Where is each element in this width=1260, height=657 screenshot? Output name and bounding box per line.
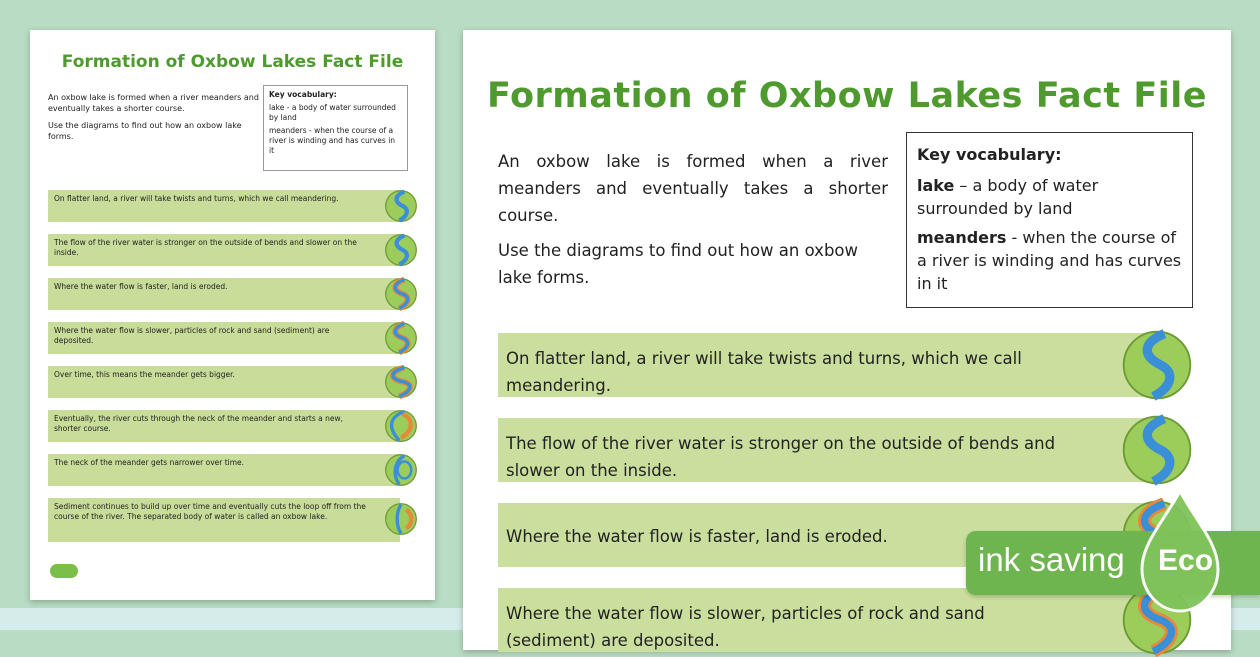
thumbnail-step-text: The flow of the river water is stronger on the outside of bends and slower on the inside. bbox=[54, 238, 357, 257]
thumbnail-step-text: Where the water flow is slower, particles of rock and sand (sediment) are deposited. bbox=[54, 326, 330, 345]
vocab-item-lake bbox=[917, 174, 1182, 220]
step-text: On flatter land, a river will take twists and turns, which we call meandering. bbox=[506, 349, 1022, 395]
river-diagram-icon bbox=[1120, 328, 1194, 402]
thumbnail-vocab-item: meanders - when the course of a river is winding and has curves in it bbox=[269, 126, 396, 155]
thumbnail-step-row bbox=[48, 190, 400, 222]
thumbnail-step-row bbox=[48, 278, 400, 310]
step-text: The flow of the river water is stronger on the outside of bends and slower on the inside. bbox=[506, 434, 1056, 480]
step-row bbox=[498, 418, 1154, 482]
publisher-logo bbox=[50, 564, 78, 578]
step-text: Where the water flow is faster, land is eroded. bbox=[506, 527, 888, 546]
river-diagram-icon bbox=[384, 409, 418, 443]
step-row bbox=[498, 333, 1154, 397]
thumbnail-step-row bbox=[48, 234, 400, 266]
vocab-definition: - when the course of a river is winding and has curves in it bbox=[917, 228, 1182, 293]
thumbnail-step-row bbox=[48, 410, 400, 442]
page-thumbnail bbox=[30, 30, 435, 600]
page-title: Formation of Oxbow Lakes Fact File bbox=[487, 76, 1207, 116]
thumbnail-step-row bbox=[48, 454, 400, 486]
thumbnail-step-text: Sediment continues to build up over time and eventually cuts the loop off from the course of the river. The separated body of water is called an oxbow lake. bbox=[54, 502, 366, 521]
thumbnail-step-row bbox=[48, 322, 400, 354]
intro-paragraph: An oxbow lake is formed when a river meanders and eventually takes a shorter course. bbox=[498, 152, 888, 225]
step-row bbox=[498, 588, 1154, 652]
vocab-item-meanders bbox=[917, 226, 1182, 295]
river-diagram-icon bbox=[384, 453, 418, 487]
ink-saving-label: ink saving bbox=[978, 541, 1125, 578]
thumbnail-vocab-item: lake - a body of water surrounded by land bbox=[269, 103, 396, 122]
step-text: Where the water flow is slower, particles of rock and sand (sediment) are deposited. bbox=[506, 604, 985, 650]
intro-paragraph: Use the diagrams to find out how an oxbow lake forms. bbox=[498, 241, 859, 287]
thumbnail-intro bbox=[48, 92, 260, 148]
vocab-term: lake bbox=[917, 176, 955, 195]
river-diagram-icon bbox=[384, 365, 418, 399]
river-diagram-icon bbox=[384, 321, 418, 355]
river-diagram-icon bbox=[1120, 413, 1194, 487]
river-diagram-icon bbox=[384, 189, 418, 223]
thumbnail-step-text: Eventually, the river cuts through the neck of the meander and starts a new, shorter course. bbox=[54, 414, 343, 433]
vocab-term: meanders bbox=[917, 228, 1007, 247]
thumbnail-intro-paragraph: Use the diagrams to find out how an oxbow lake forms. bbox=[48, 121, 242, 141]
thumbnail-step-text: The neck of the meander gets narrower over time. bbox=[54, 458, 245, 467]
thumbnail-step-text: Where the water flow is faster, land is eroded. bbox=[54, 282, 228, 291]
thumbnail-intro-paragraph: An oxbow lake is formed when a river meanders and eventually takes a shorter course. bbox=[48, 93, 259, 113]
eco-label: Eco bbox=[1158, 544, 1214, 577]
river-diagram-icon bbox=[384, 233, 418, 267]
thumbnail-vocab-box bbox=[263, 85, 408, 171]
river-diagram-icon bbox=[384, 277, 418, 311]
thumbnail-vocab-heading: Key vocabulary: bbox=[269, 90, 337, 99]
footer-logo bbox=[353, 568, 413, 578]
vocab-heading: Key vocabulary: bbox=[917, 145, 1062, 164]
thumbnail-step-row bbox=[48, 498, 400, 542]
thumbnail-step-row bbox=[48, 366, 400, 398]
thumbnail-title: Formation of Oxbow Lakes Fact File bbox=[61, 52, 404, 72]
thumbnail-step-text: On flatter land, a river will take twists and turns, which we call meandering. bbox=[54, 194, 339, 203]
vocab-definition: – a body of water surrounded by land bbox=[917, 176, 1099, 218]
thumbnail-step-text: Over time, this means the meander gets bigger. bbox=[54, 370, 235, 379]
oxbow-lake-diagram-icon bbox=[384, 502, 418, 536]
vocab-box bbox=[906, 132, 1193, 308]
intro-text bbox=[498, 148, 888, 299]
